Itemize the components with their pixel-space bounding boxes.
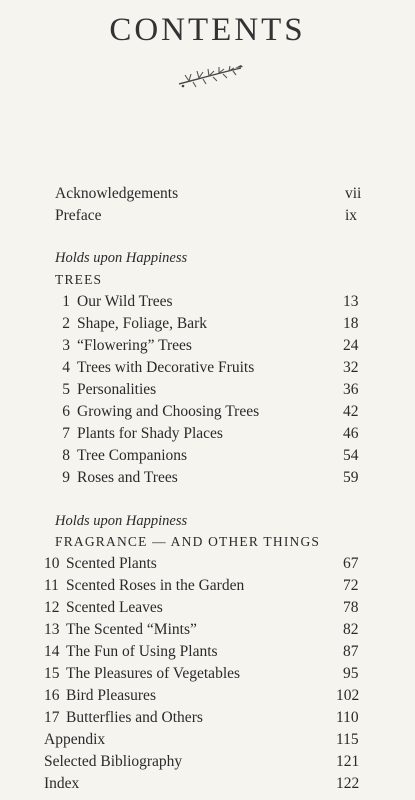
toc-entry-page: 78 [343, 599, 359, 616]
toc-entry-page: 67 [343, 555, 359, 572]
toc-entry-title: Selected Bibliography [44, 753, 183, 770]
toc-entry-page: 54 [343, 447, 359, 464]
toc-entry [0, 357, 415, 379]
toc-entry [0, 445, 415, 467]
toc-entry-page: 121 [336, 753, 360, 770]
page-title: CONTENTS [109, 12, 306, 48]
toc-entry-title: Acknowledgements [55, 185, 179, 202]
toc-entry-title: The Pleasures of Vegetables [66, 665, 241, 682]
toc-entry-title: Index [44, 775, 80, 792]
toc-entry-title: Preface [55, 207, 102, 224]
toc-entry-page: 82 [343, 621, 359, 638]
toc-entry-title: Our Wild Trees [77, 293, 173, 310]
section-subtitle-2: FRAGRANCE — AND OTHER THINGS [55, 534, 321, 549]
chapter-number: 5 [62, 381, 70, 398]
toc-entry-page: 87 [343, 643, 359, 660]
toc-entry-preface [0, 205, 415, 227]
toc-entry-title: Scented Roses in the Garden [66, 577, 245, 594]
chapter-number: 10 [44, 555, 60, 572]
toc-entry-title: The Fun of Using Plants [66, 643, 218, 660]
toc-entry-page: 42 [343, 403, 359, 420]
toc-entry [0, 641, 415, 663]
toc-entry [0, 291, 415, 313]
toc-entry [0, 707, 415, 729]
chapter-number: 3 [62, 337, 70, 354]
toc-entry-page: 32 [343, 359, 359, 376]
chapter-number: 12 [44, 599, 60, 616]
chapter-number: 6 [62, 403, 70, 420]
chapter-number: 8 [62, 447, 70, 464]
chapter-number: 9 [62, 469, 70, 486]
section-title-1: Holds upon Happiness [55, 250, 188, 266]
chapter-number: 13 [44, 621, 60, 638]
toc-entry-page: 122 [336, 775, 360, 792]
toc-entry-page: 95 [343, 665, 359, 682]
toc-entry-title: Appendix [44, 731, 106, 748]
chapter-number: 7 [62, 425, 70, 442]
toc-entry-page: ix [345, 207, 358, 224]
toc-entry-page: 72 [343, 577, 359, 594]
toc-entry [0, 685, 415, 707]
toc-entry [0, 313, 415, 335]
section-title-2: Holds upon Happiness [55, 513, 188, 529]
toc-entry [0, 597, 415, 619]
toc-entry-page: 13 [343, 293, 359, 310]
toc-entry-title: Roses and Trees [77, 469, 178, 486]
toc-entry-index [0, 773, 415, 795]
chapter-number: 4 [62, 359, 70, 376]
toc-entry-page: 110 [336, 709, 359, 726]
toc-entry-page: vii [345, 185, 362, 202]
chapter-number: 11 [44, 577, 59, 594]
toc-entry-title: The Scented “Mints” [66, 621, 197, 638]
chapter-number: 2 [62, 315, 70, 332]
toc-entry-appendix [0, 729, 415, 751]
toc-entry-page: 36 [343, 381, 359, 398]
toc-entry-title: Scented Plants [66, 555, 157, 572]
toc-entry [0, 401, 415, 423]
toc-entry-title: Trees with Decorative Fruits [77, 359, 255, 376]
toc-entry-acknowledgements [0, 183, 415, 205]
chapter-number: 15 [44, 665, 60, 682]
toc-entry [0, 663, 415, 685]
toc-entry-page: 115 [336, 731, 359, 748]
toc-entry-title: Tree Companions [77, 447, 188, 464]
toc-entry [0, 379, 415, 401]
toc-entry [0, 575, 415, 597]
section-subtitle-1: TREES [55, 272, 103, 287]
toc-entry-bibliography [0, 751, 415, 773]
toc-entry-page: 59 [343, 469, 359, 486]
toc-entry-title: Butterflies and Others [66, 709, 203, 726]
toc-entry-page: 46 [343, 425, 359, 442]
toc-entry [0, 423, 415, 445]
toc-entry-page: 102 [336, 687, 360, 704]
toc-entry-title: Personalities [77, 381, 157, 398]
chapter-number: 16 [44, 687, 60, 704]
toc-entry-title: Growing and Choosing Trees [77, 403, 260, 420]
toc-entry [0, 619, 415, 641]
toc-entry-page: 24 [343, 337, 359, 354]
toc-entry-page: 18 [343, 315, 359, 332]
chapter-number: 17 [44, 709, 60, 726]
toc-entry [0, 335, 415, 357]
toc-entry [0, 553, 415, 575]
leaf-sprig-ornament [175, 60, 245, 90]
toc-entry [0, 467, 415, 489]
toc-entry-title: Plants for Shady Places [77, 425, 223, 442]
chapter-number: 14 [44, 643, 60, 660]
toc-entry-title: Bird Pleasures [66, 687, 156, 704]
toc-entry-title: Scented Leaves [66, 599, 163, 616]
chapter-number: 1 [62, 293, 70, 310]
toc-entry-title: “Flowering” Trees [77, 337, 192, 354]
toc-entry-title: Shape, Foliage, Bark [77, 315, 208, 332]
